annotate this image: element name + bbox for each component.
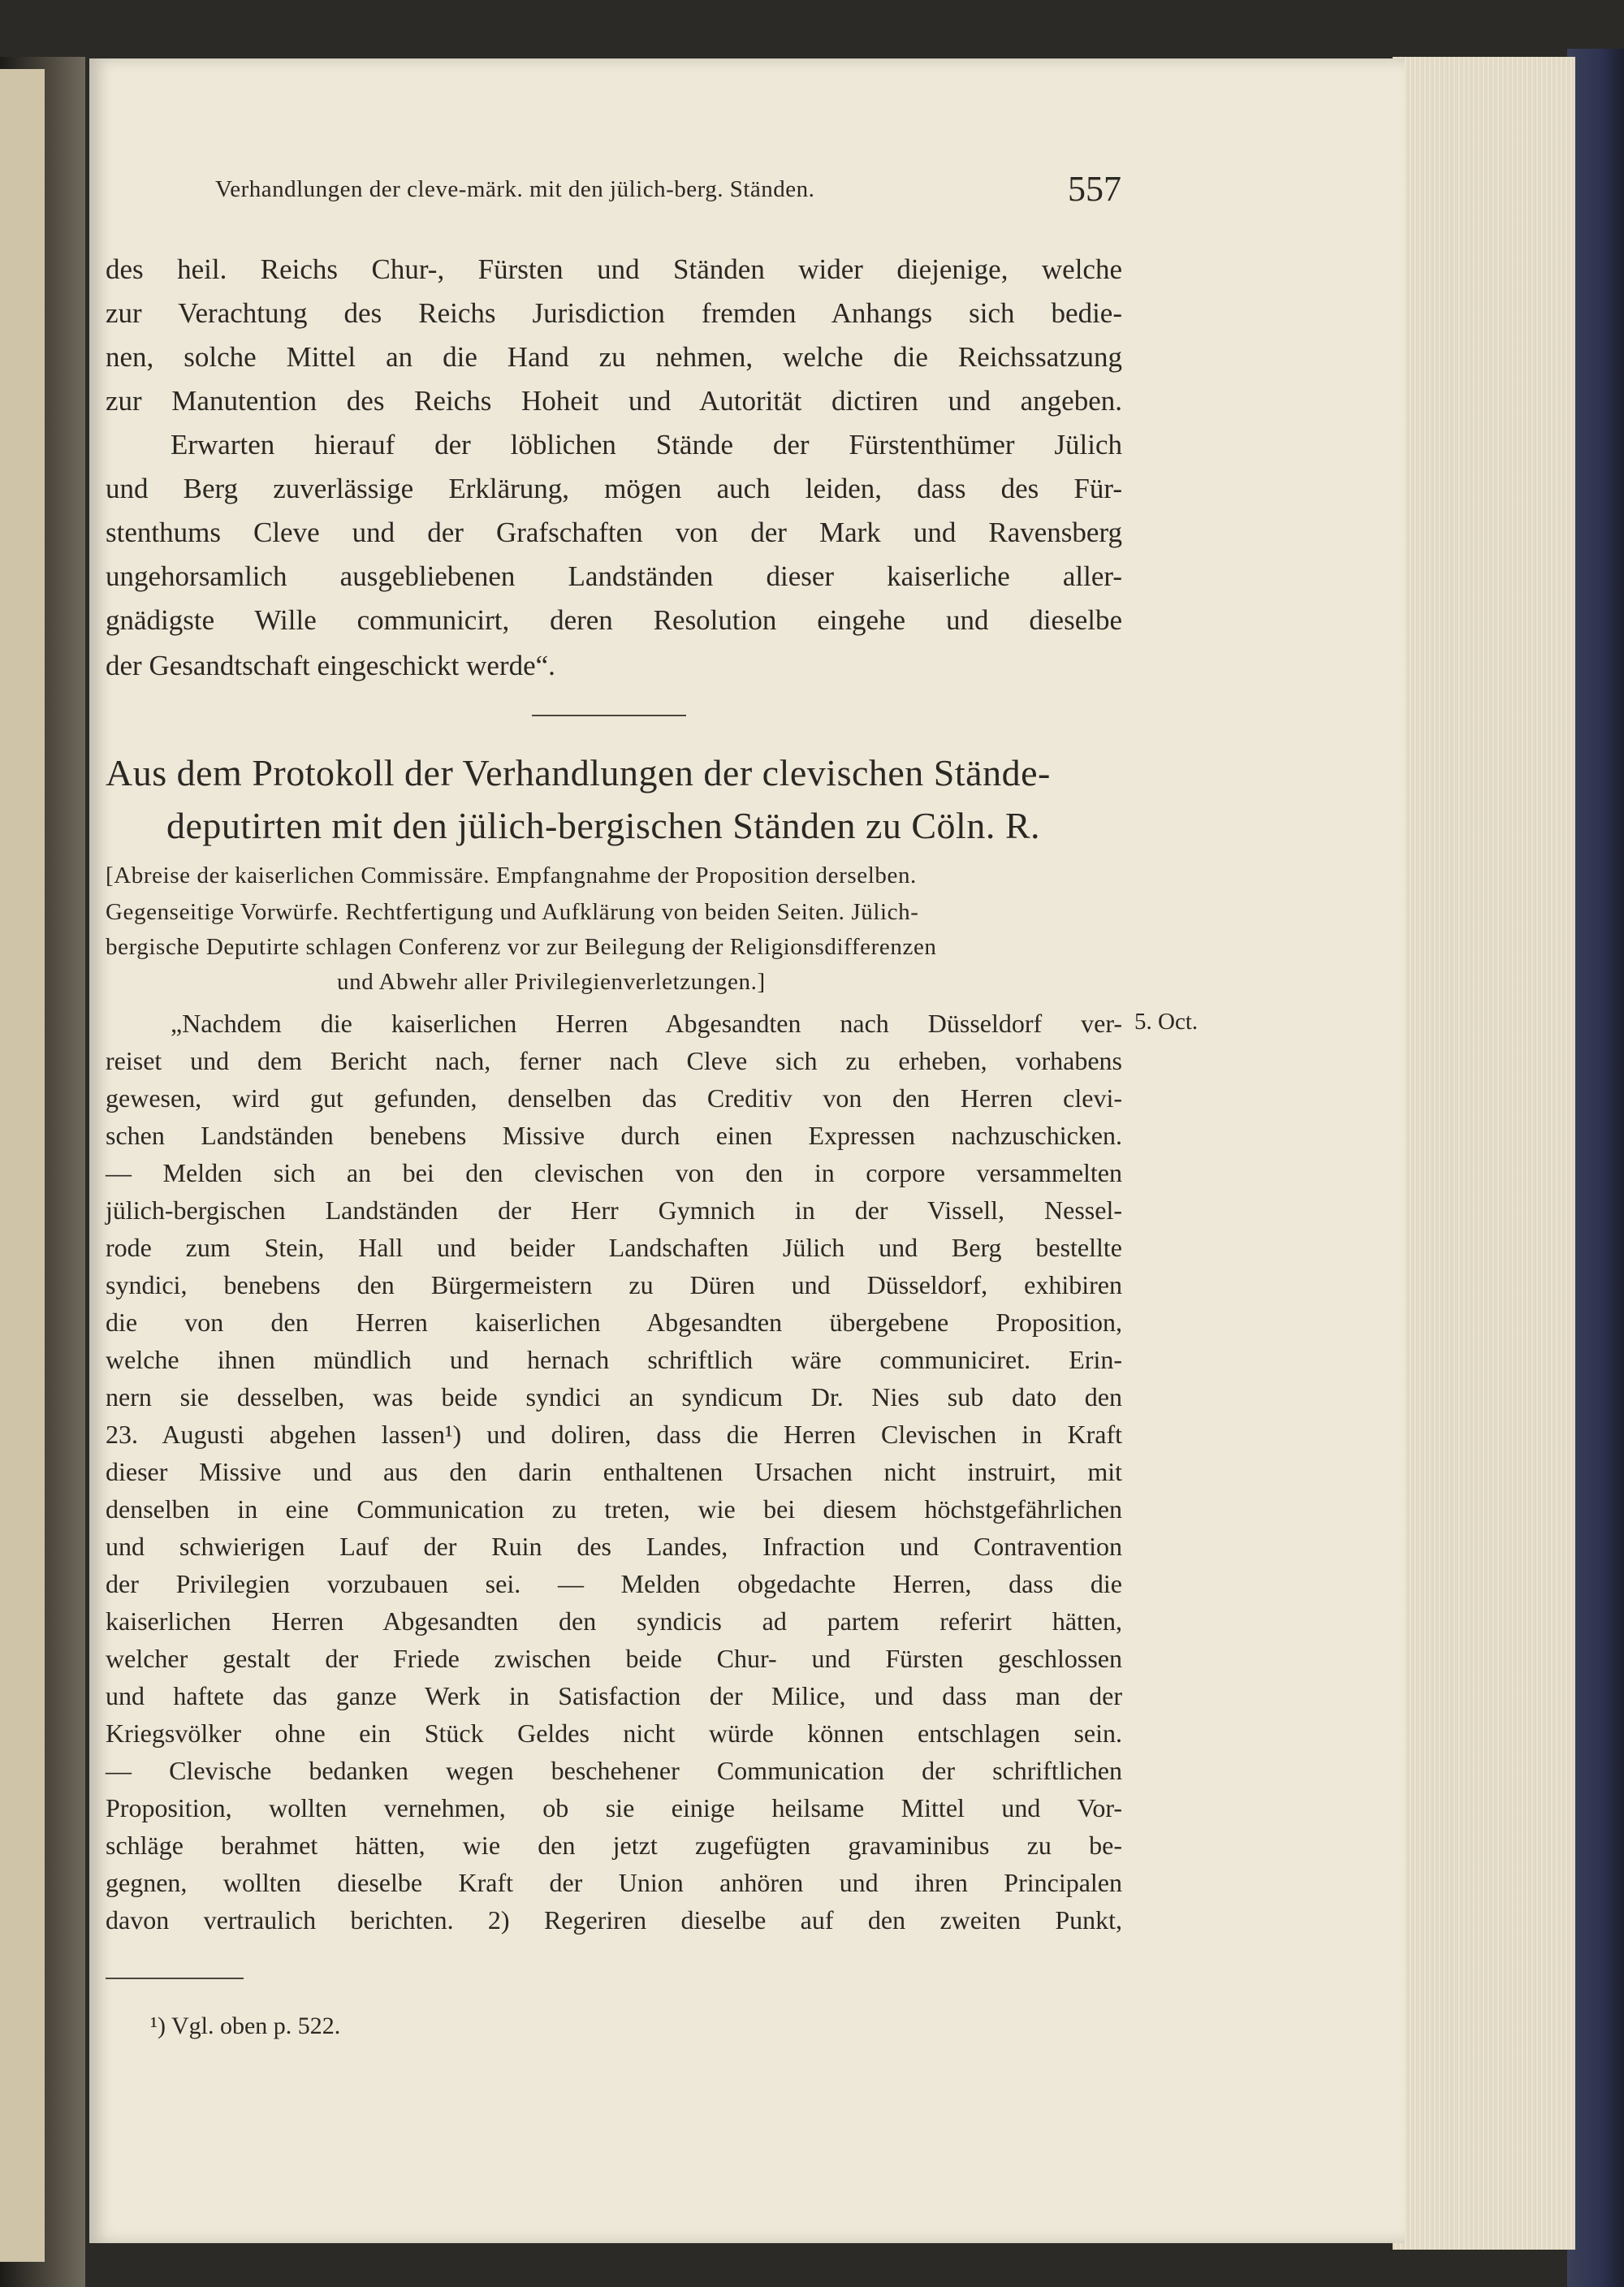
book-cover-right: [1567, 49, 1624, 2287]
text-line: 23. Augusti abgehen lassen¹) und doliren, dass die Herren Clevischen in Kraft: [106, 1420, 1122, 1449]
text-line: reiset und dem Bericht nach, ferner nach Cleve sich zu erheben, vorhabens: [106, 1046, 1122, 1075]
previous-page-edge: [0, 69, 45, 2262]
text-line: Kriegsvölker ohne ein Stück Geldes nicht würde können entschlagen sein.: [106, 1718, 1122, 1748]
text-line: schläge berahmet hätten, wie den jetzt zugefügten gravaminibus zu be-: [106, 1831, 1122, 1860]
text-line: und schwierigen Lauf der Ruin des Landes, Infraction und Contravention: [106, 1532, 1122, 1561]
text-line: denselben in eine Communication zu treten, wie bei diesem höchstgefährlichen: [106, 1494, 1122, 1524]
text-line: der Privilegien vorzubauen sei. — Melden obgedachte Herren, dass die: [106, 1569, 1122, 1598]
text-line: dieser Missive und aus den darin enthaltenen Ursachen nicht instruirt, mit: [106, 1457, 1122, 1486]
text-line: welche ihnen mündlich und hernach schriftlich wäre communiciret. Erin-: [106, 1345, 1122, 1374]
text-line: welcher gestalt der Friede zwischen beide Chur- und Fürsten geschlossen: [106, 1644, 1122, 1673]
section-divider: [532, 715, 686, 716]
page-edges: [1393, 57, 1575, 2250]
summary-line: [Abreise der kaiserlichen Commissäre. Empfangnahme der Proposition derselben.: [106, 862, 917, 888]
page-number: 557: [1068, 169, 1121, 209]
text-line: gegnen, wollten dieselbe Kraft der Union anhören und ihren Principalen: [106, 1868, 1122, 1897]
text-line: des heil. Reichs Chur-, Fürsten und Ständen wider diejenige, welche: [106, 253, 1122, 285]
summary-line: bergische Deputirte schlagen Conferenz vor zur Beilegung der Religionsdifferenzen: [106, 934, 937, 960]
text-line: — Clevische bedanken wegen beschehener Communication der schriftlichen: [106, 1756, 1122, 1785]
text-line: die von den Herren kaiserlichen Abgesandten übergebene Proposition,: [106, 1308, 1122, 1337]
summary-line: Gegenseitige Vorwürfe. Rechtfertigung und Aufklärung von beiden Seiten. Jülich-: [106, 899, 919, 925]
summary-line: und Abwehr aller Privilegienverletzungen.]: [337, 969, 766, 995]
text-line: Erwarten hierauf der löblichen Stände der Fürstenthümer Jülich: [171, 429, 1122, 460]
text-line: „Nachdem die kaiserlichen Herren Abgesandten nach Düsseldorf ver-: [171, 1009, 1122, 1038]
footnote-rule: [106, 1978, 244, 1979]
text-line: — Melden sich an bei den clevischen von den in corpore versammelten: [106, 1158, 1122, 1187]
text-line: syndici, benebens den Bürgermeistern zu Düren und Düsseldorf, exhibiren: [106, 1270, 1122, 1299]
text-line: nen, solche Mittel an die Hand zu nehmen, welche die Reichssatzung: [106, 341, 1122, 373]
text-line: jülich-bergischen Landständen der Herr Gymnich in der Vissell, Nessel-: [106, 1195, 1122, 1225]
text-line: gnädigste Wille communicirt, deren Resolution eingehe und dieselbe: [106, 604, 1122, 636]
text-line: zur Manutention des Reichs Hoheit und Autorität dictiren und angeben.: [106, 385, 1122, 417]
text-line: Proposition, wollten vernehmen, ob sie einige heilsame Mittel und Vor-: [106, 1793, 1122, 1822]
text-line: nern sie desselben, was beide syndici an syndicum Dr. Nies sub dato den: [106, 1382, 1122, 1412]
text-line: rode zum Stein, Hall und beider Landschaften Jülich und Berg bestellte: [106, 1233, 1122, 1262]
text-line: der Gesandtschaft eingeschickt werde“.: [106, 650, 555, 681]
text-line: gewesen, wird gut gefunden, denselben das Creditiv von den Herren clevi-: [106, 1083, 1122, 1113]
running-head: Verhandlungen der cleve-märk. mit den jülich-berg. Ständen.: [215, 176, 815, 202]
footnote: ¹) Vgl. oben p. 522.: [150, 2012, 341, 2039]
section-heading-line-1: Aus dem Protokoll der Verhandlungen der clevischen Stände-: [106, 752, 1051, 793]
text-line: und haftete das ganze Werk in Satisfaction der Milice, und dass man der: [106, 1681, 1122, 1710]
text-line: und Berg zuverlässige Erklärung, mögen auch leiden, dass des Für-: [106, 473, 1122, 504]
text-line: zur Verachtung des Reichs Jurisdiction fremden Anhangs sich bedie-: [106, 297, 1122, 329]
text-line: schen Landständen benebens Missive durch einen Expressen nachzuschicken.: [106, 1121, 1122, 1150]
margin-date: 5. Oct.: [1134, 1009, 1199, 1035]
text-line: davon vertraulich berichten. 2) Regeriren dieselbe auf den zweiten Punkt,: [106, 1905, 1122, 1935]
text-line: stenthums Cleve und der Grafschaften von der Mark und Ravensberg: [106, 517, 1122, 548]
text-line: ungehorsamlich ausgebliebenen Landständen dieser kaiserliche aller-: [106, 560, 1122, 592]
text-line: kaiserlichen Herren Abgesandten den syndicis ad partem referirt hätten,: [106, 1606, 1122, 1636]
section-heading-line-2: deputirten mit den jülich-bergischen Ständen zu Cöln. R.: [166, 805, 1041, 846]
